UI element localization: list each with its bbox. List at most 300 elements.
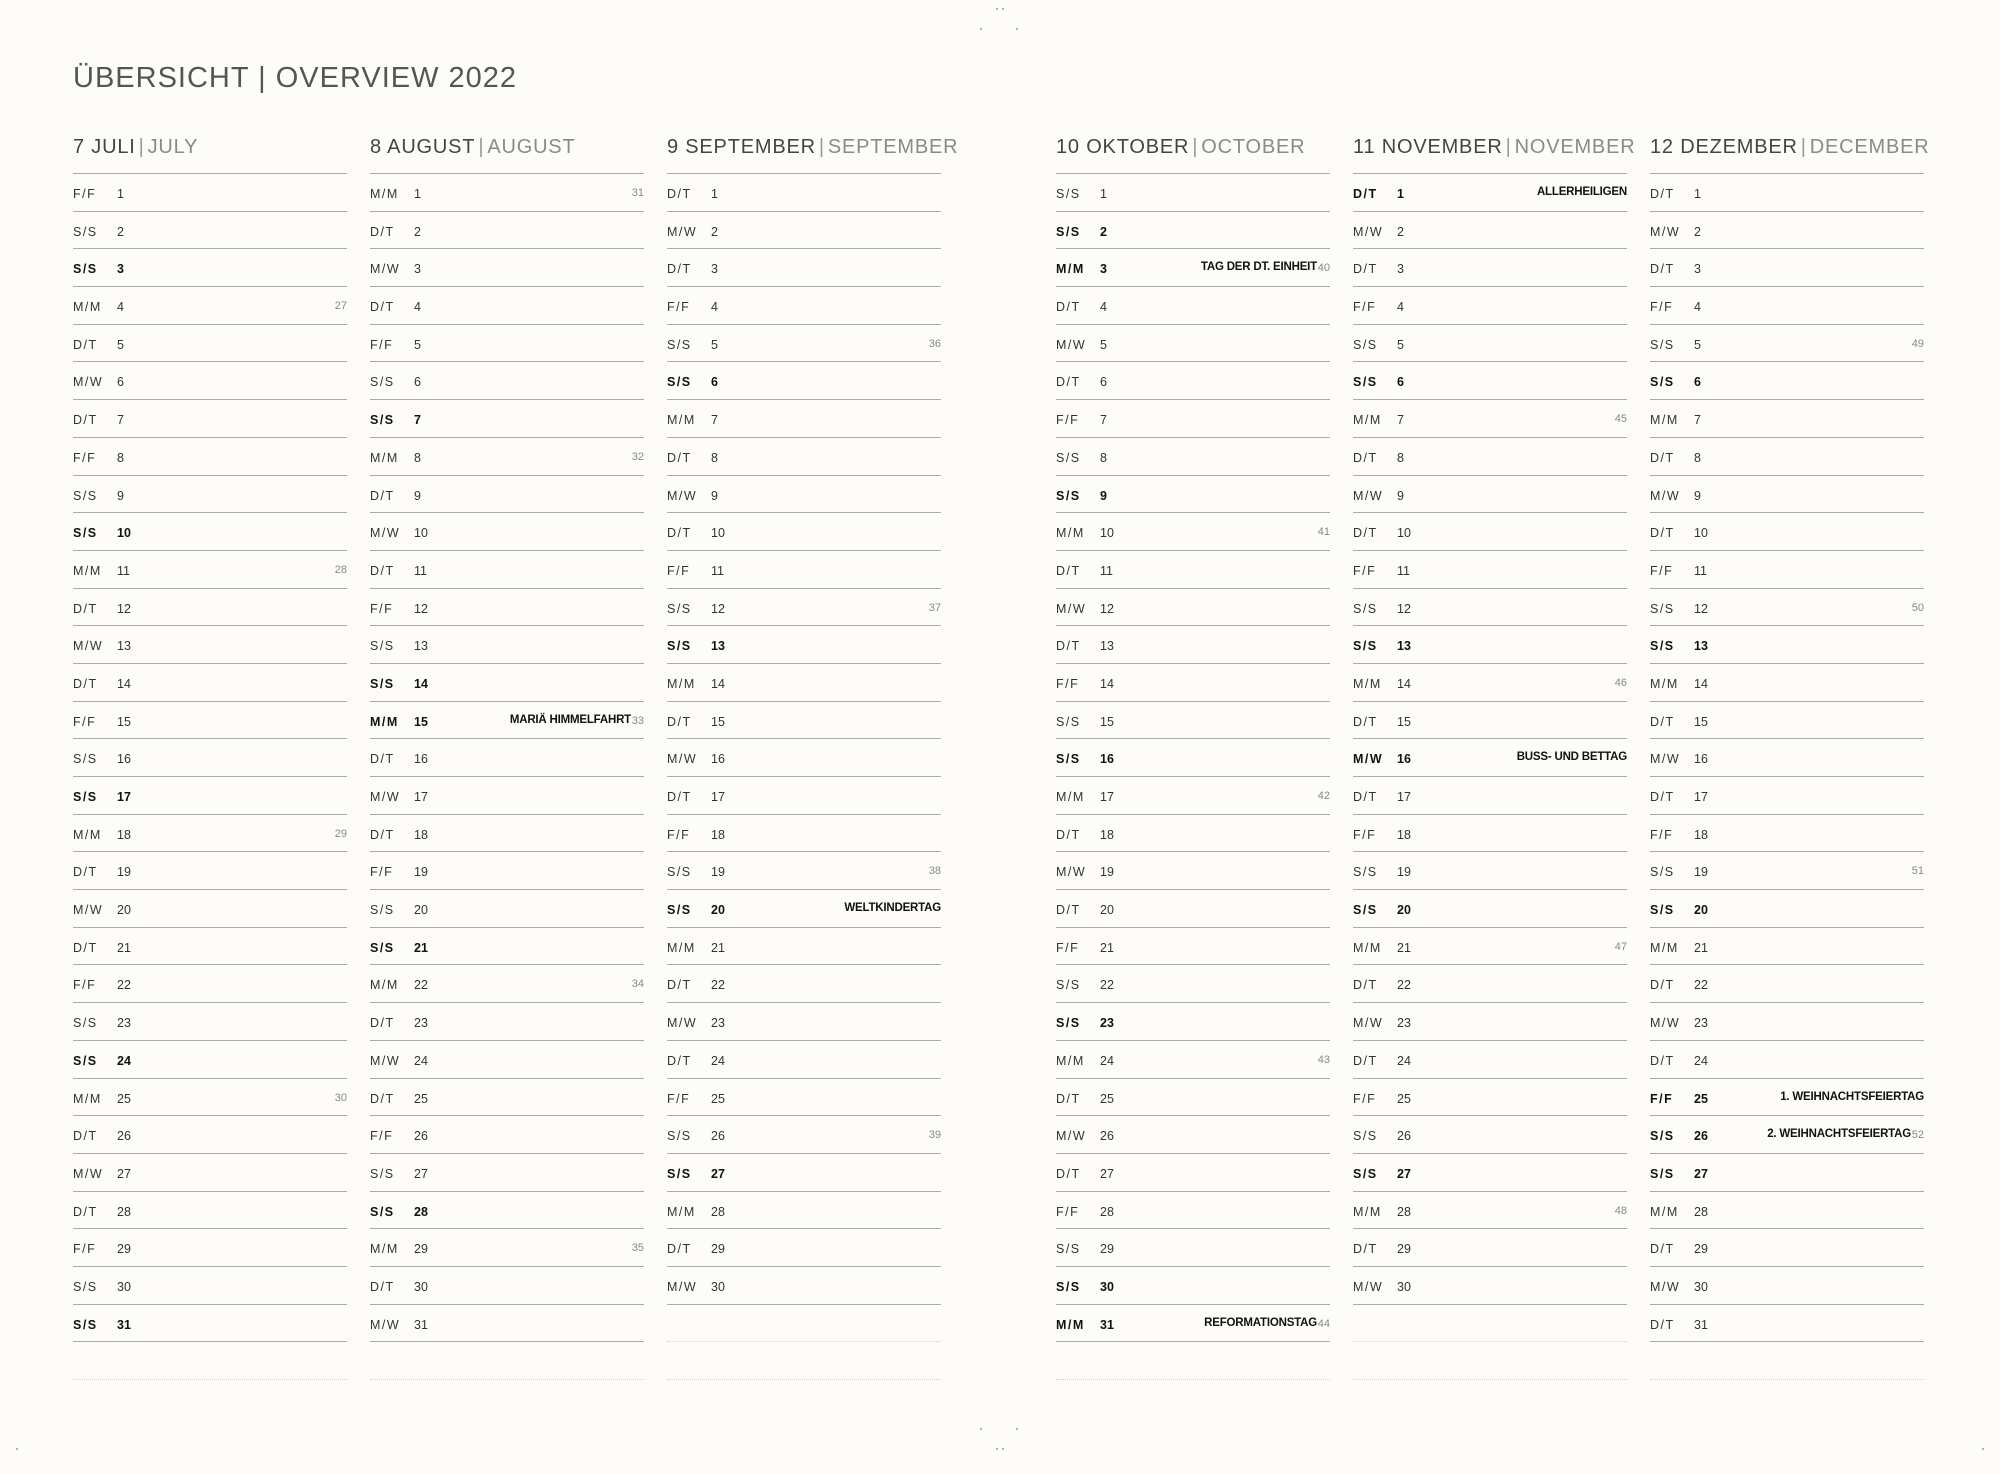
day-row <box>1056 965 1330 1003</box>
day-row <box>667 965 941 1003</box>
day-number: 13 <box>1397 639 1411 654</box>
holiday-label: ALLERHEILIGEN <box>1536 186 1627 198</box>
day-number: 30 <box>1694 1279 1708 1294</box>
day-number: 18 <box>1397 827 1411 842</box>
day-number: 30 <box>1100 1279 1114 1294</box>
weekday-label: M/W <box>73 1166 104 1181</box>
day-row <box>667 174 941 212</box>
day-row <box>1650 815 1924 853</box>
day-number: 7 <box>1694 413 1701 428</box>
day-number: 10 <box>117 526 131 541</box>
day-row <box>667 249 941 287</box>
day-row <box>1650 174 1924 212</box>
weekday-label: F/F <box>1353 827 1377 842</box>
week-number: 42 <box>1317 790 1330 802</box>
day-row <box>1353 1267 1627 1305</box>
day-number: 23 <box>414 1016 428 1031</box>
day-number: 22 <box>1694 978 1708 993</box>
day-row <box>1353 1116 1627 1154</box>
weekday-label: S/S <box>1650 337 1675 352</box>
day-row <box>1056 212 1330 250</box>
weekday-label: M/M <box>1056 526 1085 541</box>
day-row <box>667 815 941 853</box>
holiday-label: TAG DER DT. EINHEIT <box>1200 261 1317 274</box>
weekday-label: D/T <box>667 1053 692 1068</box>
day-row <box>1650 513 1924 551</box>
weekday-label: F/F <box>370 601 394 616</box>
day-number: 2 <box>1100 224 1107 239</box>
day-number: 14 <box>117 676 131 691</box>
day-number: 19 <box>414 865 428 880</box>
weekday-label: D/T <box>1650 714 1675 729</box>
month-column <box>1353 132 1636 1380</box>
day-row <box>370 815 644 853</box>
day-row <box>1353 664 1627 702</box>
day-number: 2 <box>1694 224 1701 239</box>
day-number: 5 <box>117 337 124 352</box>
crop-mark <box>1982 1448 1984 1450</box>
day-number: 28 <box>117 1204 131 1219</box>
weekday-label: D/T <box>1056 375 1081 390</box>
day-row <box>1353 513 1627 551</box>
day-number: 4 <box>1100 300 1107 315</box>
week-number: 44 <box>1317 1317 1330 1330</box>
day-row <box>370 1267 644 1305</box>
day-number: 3 <box>1694 262 1701 277</box>
day-row <box>1353 476 1627 514</box>
weekday-label: D/T <box>667 714 692 729</box>
weekday-label: M/W <box>73 375 104 390</box>
day-row <box>1056 1305 1330 1343</box>
day-row <box>1056 1192 1330 1230</box>
weekday-label: S/S <box>1353 1129 1378 1144</box>
weekday-label: S/S <box>1353 1166 1378 1181</box>
day-row <box>1056 513 1330 551</box>
weekday-label: D/T <box>1650 1242 1675 1257</box>
day-row <box>667 777 941 815</box>
week-number: 39 <box>928 1129 941 1142</box>
day-row <box>1056 852 1330 890</box>
month-header <box>370 132 644 174</box>
week-number: 27 <box>334 300 347 313</box>
weekday-label: M/M <box>1353 413 1382 428</box>
weekday-label: D/T <box>1353 1053 1378 1068</box>
weekday-label: D/T <box>667 187 692 201</box>
day-number: 3 <box>711 262 718 277</box>
month-name-de: 12 DEZEMBER <box>1650 136 1798 158</box>
day-row <box>1056 664 1330 702</box>
day-number: 29 <box>117 1242 131 1257</box>
day-number: 3 <box>117 262 124 277</box>
day-number: 9 <box>117 488 124 503</box>
day-row <box>667 702 941 740</box>
day-number: 17 <box>117 790 131 804</box>
holiday-label: BUSS- UND BETTAG <box>1516 751 1627 764</box>
empty-row <box>1353 1342 1627 1380</box>
day-number: 3 <box>1397 262 1404 277</box>
weekday-label: S/S <box>1353 337 1378 352</box>
weekday-label: S/S <box>1353 375 1378 390</box>
day-row <box>667 928 941 966</box>
weekday-label: S/S <box>73 262 98 277</box>
day-row <box>370 1003 644 1041</box>
day-number: 3 <box>414 262 421 277</box>
day-number: 12 <box>1694 601 1708 616</box>
day-number: 26 <box>1694 1129 1708 1144</box>
weekday-label: D/T <box>1650 978 1675 993</box>
day-number: 8 <box>414 450 421 465</box>
day-row <box>1353 852 1627 890</box>
day-number: 12 <box>414 601 428 616</box>
day-row <box>1353 890 1627 928</box>
day-number: 8 <box>117 450 124 465</box>
weekday-label: M/M <box>1650 676 1679 691</box>
weekday-label: M/M <box>73 563 102 578</box>
weekday-label: M/W <box>1056 865 1087 880</box>
day-number: 9 <box>1397 488 1404 503</box>
day-row <box>73 1079 347 1117</box>
day-row <box>73 1229 347 1267</box>
day-row <box>1650 739 1924 777</box>
week-number: 50 <box>1911 601 1924 614</box>
day-number: 2 <box>414 224 421 239</box>
crop-mark <box>1002 1448 1004 1450</box>
empty-row <box>370 1342 644 1380</box>
weekday-label: S/S <box>667 1129 692 1144</box>
weekday-label: F/F <box>73 1242 97 1257</box>
weekday-label: S/S <box>1056 978 1081 993</box>
weekday-label: S/S <box>73 1279 98 1294</box>
day-number: 16 <box>1397 752 1411 767</box>
day-row <box>1650 702 1924 740</box>
weekday-label: S/S <box>370 375 395 390</box>
weekday-label: S/S <box>1056 752 1081 767</box>
weekday-label: M/M <box>1353 676 1382 691</box>
day-number: 18 <box>711 827 725 842</box>
day-row <box>370 551 644 589</box>
weekday-label: M/W <box>1353 224 1384 239</box>
day-number: 4 <box>711 300 718 315</box>
day-row <box>1353 325 1627 363</box>
day-row <box>667 287 941 325</box>
weekday-label: D/T <box>1353 450 1378 465</box>
day-row <box>1056 1041 1330 1079</box>
week-number: 31 <box>631 187 644 199</box>
weekday-label: F/F <box>1056 1204 1080 1219</box>
day-number: 20 <box>1397 903 1411 918</box>
weekday-label: S/S <box>73 752 98 767</box>
day-number: 12 <box>1397 601 1411 616</box>
week-number: 41 <box>1317 526 1330 539</box>
day-number: 25 <box>117 1091 131 1106</box>
weekday-label: M/M <box>73 827 102 842</box>
day-number: 28 <box>1397 1204 1411 1219</box>
weekday-label: D/T <box>1650 526 1675 541</box>
month-column <box>73 132 347 1380</box>
day-number: 6 <box>117 375 124 390</box>
day-row <box>1056 551 1330 589</box>
weekday-label: D/T <box>370 827 395 842</box>
day-row <box>73 1116 347 1154</box>
month-name-de: 10 OKTOBER <box>1056 136 1190 158</box>
weekday-label: M/W <box>1353 752 1384 767</box>
week-number: 47 <box>1614 940 1627 953</box>
weekday-label: S/S <box>667 601 692 616</box>
day-number: 6 <box>1397 375 1404 390</box>
day-number: 8 <box>1694 450 1701 465</box>
day-number: 4 <box>1397 300 1404 315</box>
weekday-label: D/T <box>73 1204 98 1219</box>
day-row <box>370 777 644 815</box>
day-number: 15 <box>1100 714 1114 729</box>
day-number: 16 <box>1100 752 1114 767</box>
day-row <box>1353 777 1627 815</box>
weekday-label: S/S <box>370 639 395 654</box>
empty-row <box>1056 1342 1330 1380</box>
day-row <box>667 551 941 589</box>
weekday-label: M/M <box>1650 413 1679 428</box>
weekday-label: M/W <box>370 526 401 541</box>
day-row <box>73 589 347 627</box>
day-row <box>1353 551 1627 589</box>
day-row <box>370 664 644 702</box>
weekday-label: D/T <box>1056 639 1081 654</box>
day-number: 24 <box>117 1053 131 1068</box>
weekday-label: S/S <box>1056 450 1081 465</box>
day-row <box>667 325 941 363</box>
day-number: 1 <box>414 187 421 201</box>
day-number: 10 <box>1100 526 1114 541</box>
day-row <box>370 325 644 363</box>
day-number: 9 <box>1100 488 1107 503</box>
day-row <box>73 702 347 740</box>
weekday-label: S/S <box>73 224 98 239</box>
day-number: 21 <box>711 940 725 955</box>
weekday-label: M/W <box>1650 1016 1681 1031</box>
weekday-label: M/W <box>667 1279 698 1294</box>
day-row <box>1650 1192 1924 1230</box>
week-number: 38 <box>928 865 941 878</box>
weekday-label: M/W <box>667 224 698 239</box>
weekday-label: D/T <box>73 676 98 691</box>
day-number: 23 <box>1100 1016 1114 1031</box>
week-number: 45 <box>1614 413 1627 426</box>
month-name-en: NOVEMBER <box>1514 136 1636 158</box>
day-row <box>1650 1003 1924 1041</box>
weekday-label: F/F <box>1650 827 1674 842</box>
weekday-label: D/T <box>370 1279 395 1294</box>
weekday-label: F/F <box>1056 940 1080 955</box>
day-row <box>370 249 644 287</box>
weekday-label: F/F <box>1650 563 1674 578</box>
day-number: 25 <box>1100 1091 1114 1106</box>
weekday-label: F/F <box>370 337 394 352</box>
day-row <box>73 174 347 212</box>
day-row <box>1056 890 1330 928</box>
weekday-label: F/F <box>1650 1091 1674 1106</box>
weekday-label: S/S <box>1650 375 1675 390</box>
day-row <box>667 1079 941 1117</box>
weekday-label: F/F <box>1650 300 1674 315</box>
weekday-label: M/W <box>370 790 401 804</box>
day-number: 11 <box>414 563 427 578</box>
day-number: 31 <box>1100 1317 1114 1332</box>
day-number: 28 <box>711 1204 725 1219</box>
day-row <box>370 702 644 740</box>
day-row <box>73 965 347 1003</box>
day-row <box>1353 249 1627 287</box>
week-number: 33 <box>631 714 644 727</box>
day-number: 12 <box>711 601 725 616</box>
day-number: 27 <box>1397 1166 1411 1181</box>
day-row <box>73 852 347 890</box>
day-number: 2 <box>711 224 718 239</box>
day-number: 27 <box>1694 1166 1708 1181</box>
weekday-label: M/M <box>1650 1204 1679 1219</box>
day-row <box>73 551 347 589</box>
week-number: 37 <box>928 601 941 614</box>
weekday-label: S/S <box>667 865 692 880</box>
day-number: 13 <box>1100 639 1114 654</box>
day-number: 14 <box>711 676 725 691</box>
month-header <box>1650 132 1930 174</box>
day-row <box>73 626 347 664</box>
weekday-label: S/S <box>73 488 98 503</box>
day-row <box>1650 1079 1924 1117</box>
weekday-label: M/W <box>1056 601 1087 616</box>
day-number: 21 <box>414 940 428 955</box>
day-row <box>1650 626 1924 664</box>
weekday-label: D/T <box>667 978 692 993</box>
day-row <box>667 626 941 664</box>
day-row <box>1650 1305 1924 1343</box>
day-number: 4 <box>1694 300 1701 315</box>
day-row <box>667 476 941 514</box>
weekday-label: S/S <box>1650 1129 1675 1144</box>
day-number: 30 <box>711 1279 725 1294</box>
day-row <box>1353 589 1627 627</box>
day-row <box>370 513 644 551</box>
day-number: 14 <box>1397 676 1411 691</box>
day-row <box>1650 1041 1924 1079</box>
day-number: 15 <box>414 714 428 729</box>
weekday-label: M/W <box>1650 224 1681 239</box>
day-row <box>1056 928 1330 966</box>
month-name-de: 11 NOVEMBER <box>1353 136 1503 158</box>
day-row <box>73 476 347 514</box>
day-number: 6 <box>1694 375 1701 390</box>
weekday-label: M/W <box>1056 337 1087 352</box>
day-row <box>1056 400 1330 438</box>
weekday-label: F/F <box>73 187 97 201</box>
weekday-label: S/S <box>370 413 395 428</box>
day-number: 7 <box>117 413 124 428</box>
day-number: 16 <box>414 752 428 767</box>
day-row <box>370 928 644 966</box>
day-row <box>1650 852 1924 890</box>
weekday-label: S/S <box>370 940 395 955</box>
weekday-label: D/T <box>1353 978 1378 993</box>
day-row <box>667 664 941 702</box>
day-number: 12 <box>117 601 131 616</box>
holiday-label: MARIÄ HIMMELFAHRT <box>509 713 631 726</box>
weekday-label: M/W <box>1650 752 1681 767</box>
day-number: 20 <box>1100 903 1114 918</box>
day-row <box>370 1116 644 1154</box>
day-row <box>667 1229 941 1267</box>
day-row <box>667 739 941 777</box>
day-row <box>73 1003 347 1041</box>
crop-mark <box>1016 28 1018 30</box>
day-row <box>370 1154 644 1192</box>
day-row <box>370 1079 644 1117</box>
day-row <box>667 400 941 438</box>
holiday-label: REFORMATIONSTAG <box>1204 1316 1317 1329</box>
weekday-label: M/M <box>667 1204 696 1219</box>
month-header <box>1353 132 1636 174</box>
month-name-de: 7 JULI <box>73 136 136 158</box>
weekday-label: S/S <box>1056 1242 1081 1257</box>
weekday-label: M/W <box>73 903 104 918</box>
weekday-label: S/S <box>370 903 395 918</box>
day-number: 1 <box>1694 187 1701 201</box>
weekday-label: D/T <box>667 1242 692 1257</box>
day-row <box>1056 174 1330 212</box>
day-row <box>370 476 644 514</box>
day-row <box>1650 551 1924 589</box>
day-row <box>73 739 347 777</box>
weekday-label: F/F <box>1056 676 1080 691</box>
weekday-label: S/S <box>370 1204 395 1219</box>
day-row <box>1353 212 1627 250</box>
weekday-label: S/S <box>1056 187 1081 201</box>
week-number: 36 <box>928 337 941 350</box>
weekday-label: D/T <box>667 262 692 277</box>
weekday-label: F/F <box>73 450 97 465</box>
day-row <box>73 249 347 287</box>
weekday-label: D/T <box>370 1016 395 1031</box>
weekday-label: M/W <box>73 639 104 654</box>
day-number: 24 <box>1397 1053 1411 1068</box>
weekday-label: S/S <box>73 790 98 804</box>
day-number: 22 <box>711 978 725 993</box>
day-row <box>667 589 941 627</box>
day-row <box>1056 1267 1330 1305</box>
weekday-label: M/W <box>370 1053 401 1068</box>
day-number: 24 <box>711 1053 725 1068</box>
day-number: 6 <box>1100 375 1107 390</box>
day-number: 19 <box>1694 865 1708 880</box>
weekday-label: D/T <box>1650 1053 1675 1068</box>
day-number: 26 <box>1397 1129 1411 1144</box>
weekday-label: S/S <box>1056 1279 1081 1294</box>
day-row <box>1056 1079 1330 1117</box>
day-row <box>1056 287 1330 325</box>
day-number: 17 <box>1694 790 1708 804</box>
day-row <box>1650 664 1924 702</box>
day-number: 19 <box>1100 865 1114 880</box>
day-number: 19 <box>711 865 725 880</box>
week-number: 52 <box>1911 1129 1924 1142</box>
day-row <box>1650 589 1924 627</box>
weekday-label: S/S <box>1056 714 1081 729</box>
day-row <box>370 1305 644 1343</box>
month-name-en: SEPTEMBER <box>827 136 959 158</box>
weekday-label: M/W <box>1650 1279 1681 1294</box>
day-row <box>1353 362 1627 400</box>
month-separator: | <box>1192 136 1199 158</box>
day-row <box>1353 287 1627 325</box>
